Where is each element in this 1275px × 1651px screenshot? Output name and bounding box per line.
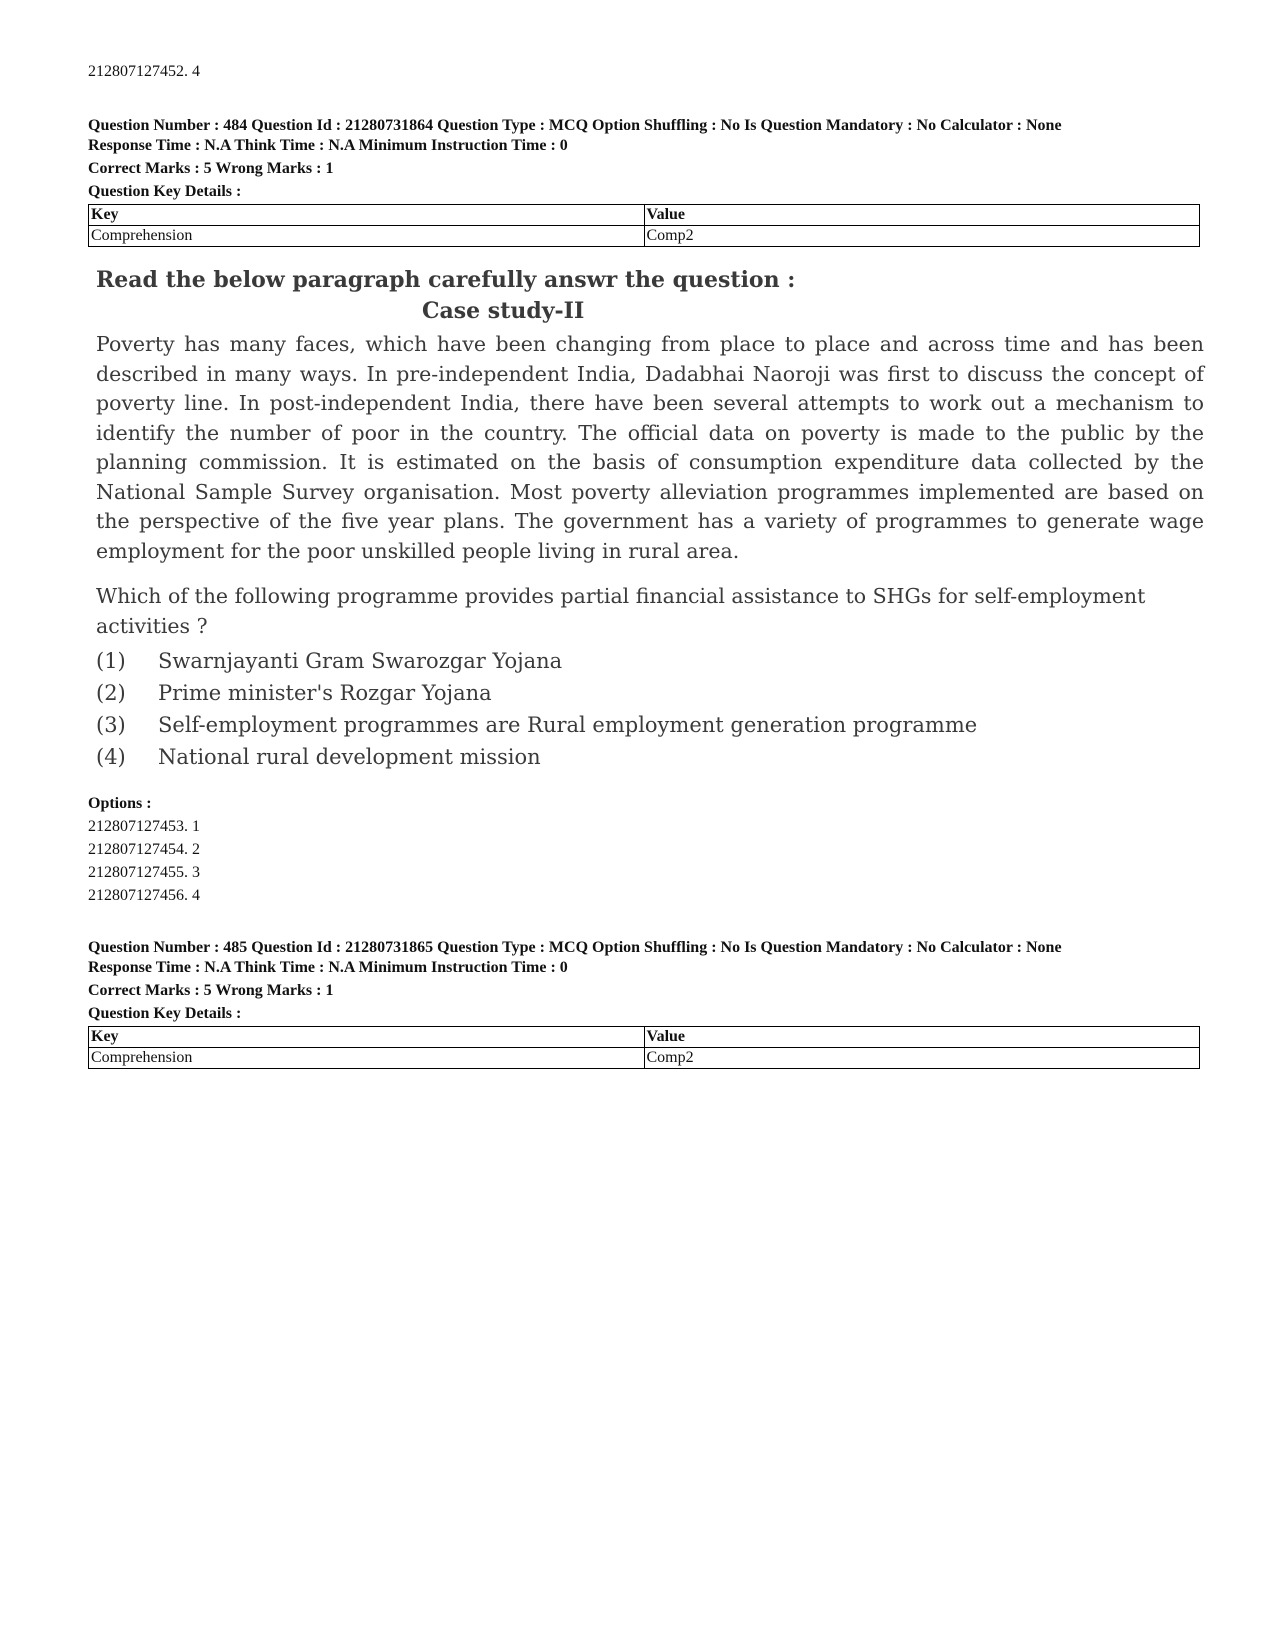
table-header-row (89, 205, 1200, 226)
choice-text: National rural development mission (158, 745, 541, 769)
question-meta-line2: Response Time : N.A Think Time : N.A Minimum Instruction Time : 0 (88, 137, 568, 154)
key-details-table (88, 204, 1200, 247)
passage-question: Which of the following programme provides partial financial assistance to SHGs for self-employment activities ? (96, 584, 1146, 638)
options-label: Options : (88, 795, 152, 812)
table-row (89, 226, 1200, 247)
table-header-key: Key (89, 1027, 645, 1048)
choice-text: Swarnjayanti Gram Swarozgar Yojana (158, 649, 563, 673)
option-item: 212807127454. 2 (88, 841, 200, 858)
choice-item (96, 677, 1208, 709)
option-item: 212807127456. 4 (88, 887, 200, 904)
choice-item (96, 741, 1208, 773)
question-meta-line1: Question Number : 485 Question Id : 21280731865 Question Type : MCQ Option Shuffling : No Is Question Mandatory : No Calculator : None (88, 939, 1062, 956)
options-block (88, 794, 1200, 909)
table-cell-key: Comprehension (89, 1048, 645, 1069)
question-485-block (88, 938, 1200, 1069)
choice-item (96, 709, 1208, 741)
choice-number: (4) (96, 745, 126, 769)
option-item: 212807127453. 1 (88, 818, 200, 835)
choice-text: Prime minister's Rozgar Yojana (158, 681, 492, 705)
passage-subheading: Case study-II (422, 298, 585, 324)
choice-text: Self-employment programmes are Rural employment generation programme (158, 713, 978, 737)
marks-line: Correct Marks : 5 Wrong Marks : 1 (88, 160, 334, 177)
table-header-row (89, 1027, 1200, 1048)
question-meta-line1: Question Number : 484 Question Id : 21280731864 Question Type : MCQ Option Shuffling : No Is Question Mandatory : No Calculator : None (88, 117, 1062, 134)
table-cell-key: Comprehension (89, 226, 645, 247)
key-details-table (88, 1026, 1200, 1069)
option-item: 212807127455. 3 (88, 864, 200, 881)
question-meta-line2: Response Time : N.A Think Time : N.A Minimum Instruction Time : 0 (88, 959, 568, 976)
choice-item (96, 645, 1208, 677)
key-details-label: Question Key Details : (88, 1005, 242, 1022)
key-details-label: Question Key Details : (88, 183, 242, 200)
table-cell-value: Comp2 (644, 1048, 1200, 1069)
table-row (89, 1048, 1200, 1069)
table-cell-value: Comp2 (644, 226, 1200, 247)
table-header-value: Value (644, 205, 1200, 226)
passage-scan (96, 264, 1208, 773)
choice-number: (1) (96, 649, 126, 673)
question-484-block (88, 116, 1200, 247)
passage-paragraph: Poverty has many faces, which have been changing from place to place and across time and has been described in many ways. In pre-independent India, Dadabhai Naoroji was first to discuss the concept of poverty line. In post-independent India, there have been several attempts to work out a mechanism to identify the number of poor in the country. The official data on poverty is made to the public by the planning commission. It is estimated on the basis of consumption expenditure data collected by the National Sample Survey organisation. Most poverty alleviation programmes implemented are based on the perspective of the five year plans. The government has a variety of programmes to generate wage employment for the poor unskilled people living in rural area. (96, 332, 1204, 563)
previous-option-line: 212807127452. 4 (88, 63, 200, 80)
marks-line: Correct Marks : 5 Wrong Marks : 1 (88, 982, 334, 999)
table-header-key: Key (89, 205, 645, 226)
choice-number: (2) (96, 681, 126, 705)
choice-number: (3) (96, 713, 126, 737)
table-header-value: Value (644, 1027, 1200, 1048)
passage-heading: Read the below paragraph carefully answr the question : (96, 267, 796, 293)
